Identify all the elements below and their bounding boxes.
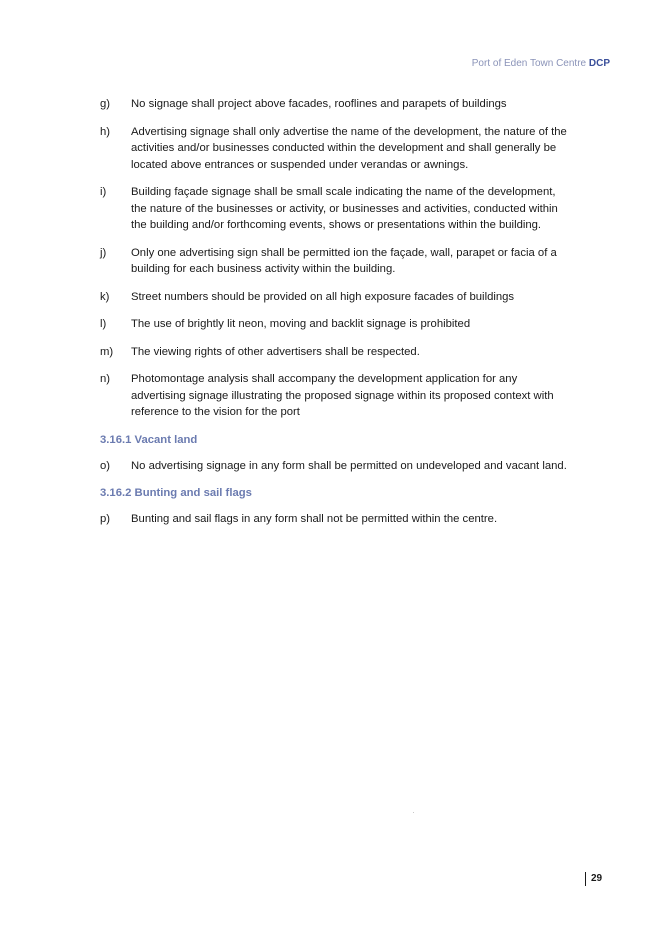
clause-o <box>100 458 570 475</box>
clause-m <box>100 344 570 361</box>
running-header <box>472 58 610 69</box>
clause-text: The viewing rights of other advertisers shall be respected. <box>131 345 420 358</box>
section-heading-bunting: 3.16.2 Bunting and sail flags <box>100 487 252 499</box>
clause-text: Street numbers should be provided on all high exposure facades of buildings <box>131 290 515 303</box>
clause-text: Bunting and sail flags in any form shall not be permitted within the centre. <box>131 513 498 525</box>
clause-k <box>100 289 570 306</box>
clause-marker: i) <box>100 186 107 198</box>
scan-speck <box>413 812 414 813</box>
clause-text: The use of brightly lit neon, moving and backlit signage is prohibited <box>131 318 471 330</box>
clause-marker: j) <box>100 246 107 259</box>
document-suffix: DCP <box>588 58 610 69</box>
clause-marker: o) <box>100 459 111 472</box>
document-title: Port of Eden Town Centre <box>471 58 587 69</box>
clause-text: No advertising signage in any form shall be permitted on undeveloped and vacant land. <box>131 459 567 472</box>
page-number: 29 <box>585 872 602 886</box>
clause-marker: p) <box>100 513 111 525</box>
clause-n <box>100 371 570 421</box>
clause-marker: n) <box>100 373 111 385</box>
clause-l <box>100 316 570 333</box>
clause-text: Advertising signage shall only advertise the name of the development, the nature of the activities and/or businesses conducted within the development and shall generally be located above entrances or suspended under verandas or awnings. <box>131 125 567 171</box>
clause-text: Photomontage analysis shall accompany the development application for any advertising signage illustrating the proposed signage within its proposed context with reference to the vision for the port <box>131 373 554 418</box>
document-body <box>100 96 570 539</box>
clause-p <box>100 511 570 528</box>
clause-marker: k) <box>100 290 110 303</box>
section-heading-vacant-land: 3.16.1 Vacant land <box>100 433 198 446</box>
clause-i <box>100 184 570 234</box>
clause-marker: l) <box>100 318 107 330</box>
clause-marker: h) <box>100 125 111 138</box>
clause-text: No signage shall project above facades, rooflines and parapets of buildings <box>131 98 507 110</box>
clause-text: Building façade signage shall be small scale indicating the name of the development, the nature of the businesses or activity, or businesses and activities, conducted within the building and/or forthcoming events, shows or presentations within the building. <box>131 186 558 231</box>
clause-g <box>100 96 570 113</box>
clause-text: Only one advertising sign shall be permitted ion the façade, wall, parapet or facia of a building for each business activity within the building. <box>131 246 557 275</box>
clause-marker: g) <box>100 98 111 110</box>
clause-j <box>100 245 570 278</box>
clause-h <box>100 124 570 174</box>
clause-marker: m) <box>100 345 114 358</box>
